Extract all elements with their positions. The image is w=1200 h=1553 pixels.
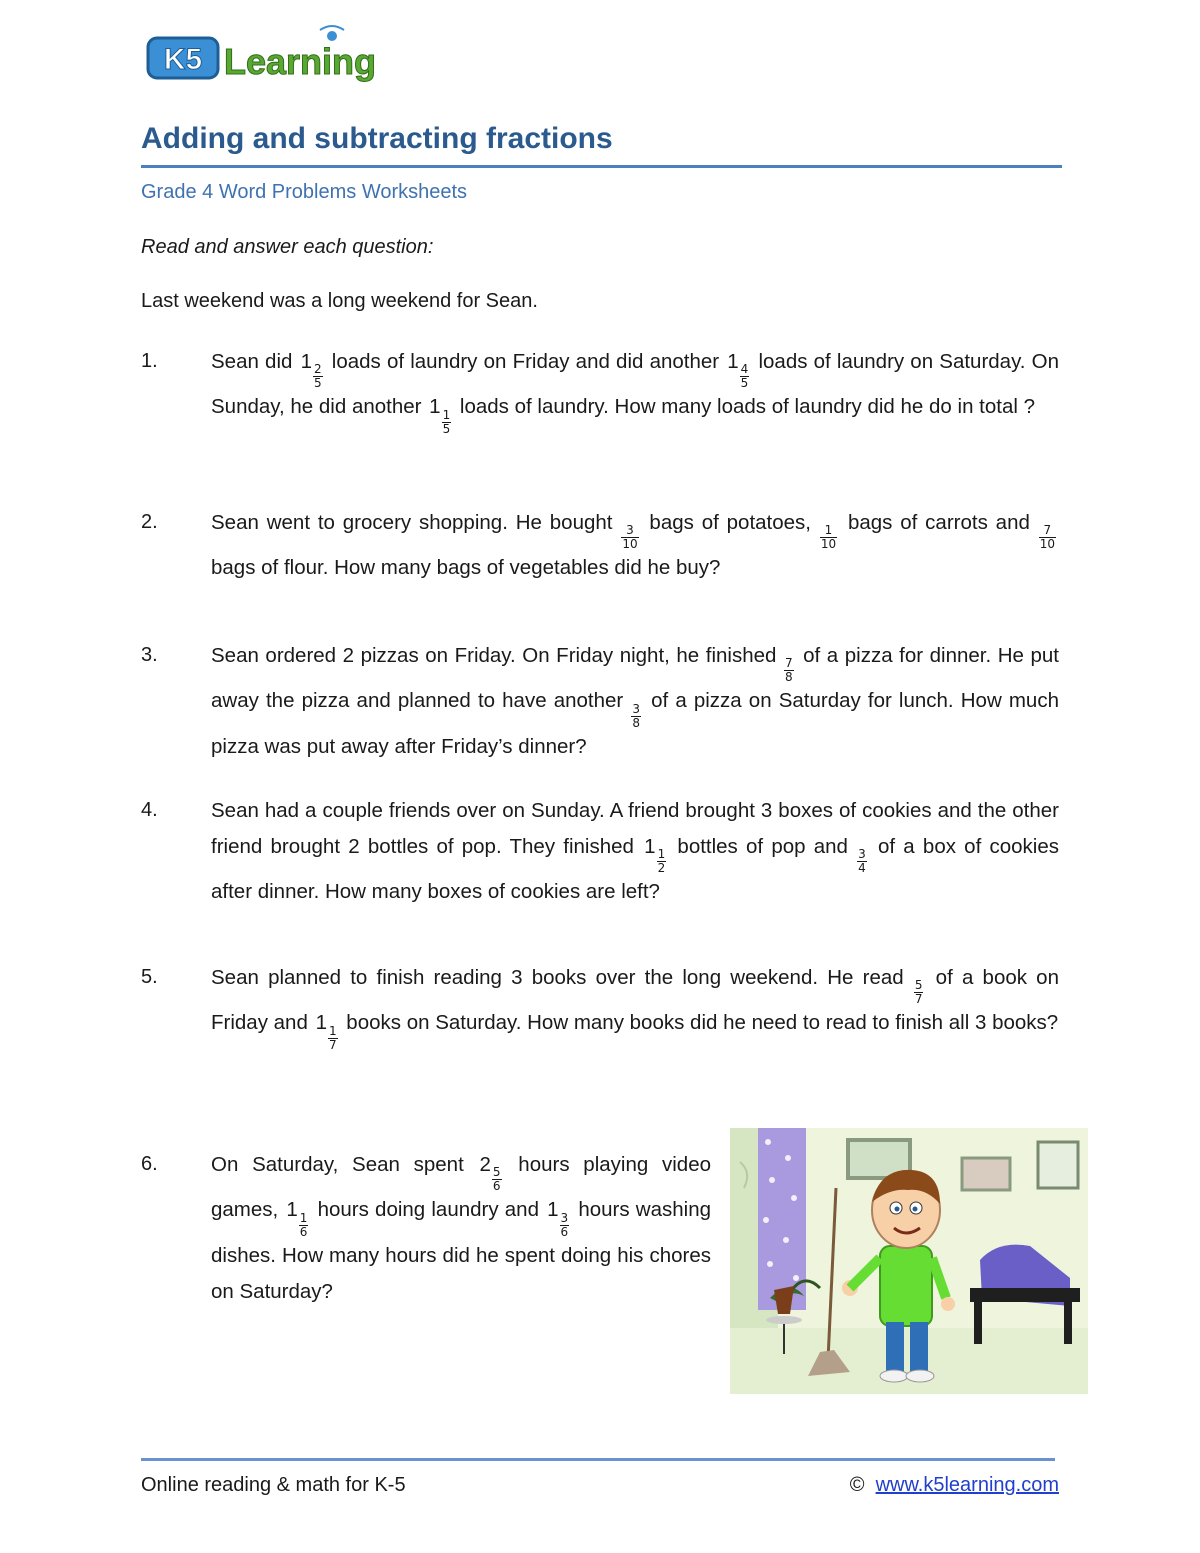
title-divider [141,165,1062,168]
question-3-text: Sean ordered 2 pizzas on Friday. On Friday night, he finished $\frac{7}{8}$ of a pizza for dinner. He put away the pizza and planned to have another $\frac{3}{8}$ of a pizza on Saturday for lunch. How much pizza was put away after Friday’s dinner? [211,644,1060,758]
question-4-number: 4. [141,799,158,821]
question-6-text: On Saturday, Sean spent 2 $\frac{5}{6}$ hours playing video games, 1 $\frac{1}{6}$ hours doing laundry and 1 $\frac{3}{6}$ hours washing dishes. How many hours did he spent doing his chores on Saturday? [211,1153,712,1303]
fraction: $\frac{1}{7}$ [328,1023,337,1052]
copyright-symbol: © [849,1474,865,1496]
fraction: $\frac{4}{5}$ [740,362,749,391]
question-2-text: Sean went to grocery shopping. He bought $\frac{3}{10}$ bags of potatoes, $\frac{1}{10}$ bags of carrots and $\frac{7}{10}$ bags of flour. How many bags of vegetables did he buy? [211,511,1055,580]
fraction: $\frac{7}{10}$ [1039,523,1055,552]
question-6-number: 6. [141,1153,158,1175]
fraction: $\frac{1}{6}$ [299,1210,308,1239]
intro-text: Last weekend was a long weekend for Sean. [141,290,538,312]
footer-divider [141,1458,1055,1461]
fraction: $\frac{2}{5}$ [313,362,322,391]
question-1-number: 1. [141,350,158,372]
question-3-number: 3. [141,644,158,666]
fraction: $\frac{1}{10}$ [820,523,837,552]
fraction: $\frac{3}{4}$ [858,847,866,876]
instructions: Read and answer each question: [141,236,434,258]
k5-learning-logo [146,24,398,88]
fraction: $\frac{3}{10}$ [622,523,638,552]
fraction: $\frac{5}{7}$ [914,978,923,1007]
logo-badge-text: K5 [163,43,203,76]
website-link[interactable]: www.k5learning.com [875,1474,1059,1496]
page-subtitle: Grade 4 Word Problems Worksheets [141,181,468,203]
question-4-text: Sean had a couple friends over on Sunday. A friend brought 3 boxes of cookies and the other friend brought 2 bottles of pop. They finished 1 $\frac{1}{2}$ bottles of pop and $\frac{3}{4}$ of a box of cookies after dinner. How many boxes of cookies are left? [211,799,1059,904]
question-5-number: 5. [141,966,158,988]
fraction: $\frac{5}{6}$ [492,1165,501,1194]
picture-frame [962,1158,1010,1190]
green-shirt [880,1246,932,1326]
logo-figure-icon [327,31,337,41]
fraction: $\frac{7}{8}$ [784,656,793,685]
question-5-text: Sean planned to finish reading 3 books over the long weekend. He read $\frac{5}{7}$ of a book on Friday and 1 $\frac{1}{7}$ books on Saturday. How many books did he need to read to finish all 3 books? [211,966,1059,1052]
picture-frame [1038,1142,1078,1188]
fraction: $\frac{1}{5}$ [442,407,451,436]
page-title: Adding and subtracting fractions [141,122,613,155]
boy-with-broom-illustration [730,1128,1088,1394]
footer-credit [850,1474,1059,1497]
question-1-text: Sean did 1 $\frac{2}{5}$ loads of laundry on Friday and did another 1 $\frac{4}{5}$ loads of laundry on Saturday. On Sunday, he did another 1 $\frac{1}{5}$ loads of laundry. How many loads of laundry did he do in total ? [211,350,1060,436]
question-2-number: 2. [141,511,158,533]
fraction: $\frac{1}{2}$ [657,847,666,876]
fraction: $\frac{3}{6}$ [560,1210,569,1239]
fraction: $\frac{3}{8}$ [632,701,640,730]
footer-tagline: Online reading & math for K-5 [141,1474,406,1496]
logo-word-text: Learning [224,41,377,82]
